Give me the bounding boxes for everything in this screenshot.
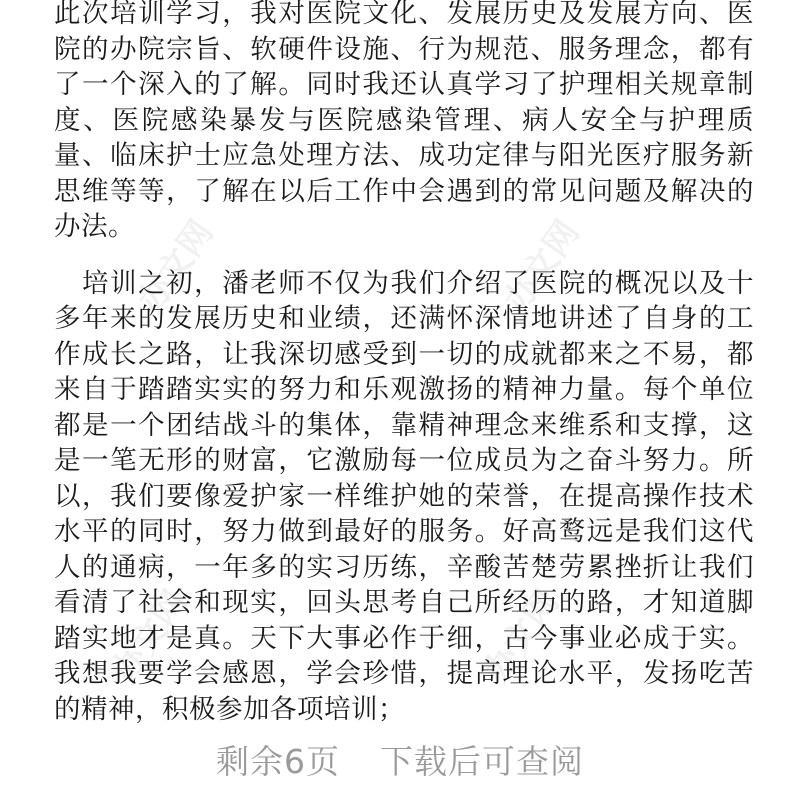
paragraph: 培训之初，潘老师不仅为我们介绍了医院的概况以及十多年来的发展历史和业绩，还满怀深情地讲述了自身的工作成长之路，让我深切感受到一切的成就都来之不易，都来自于踏踏实实的努力和乐观激扬的精神力量。每个单位都是一个团结战斗的集体，靠精神理念来维系和支撑，这是一笔无形的财富，它激励每一位成员为之奋斗努力。所以，我们要像爱护家一样维护她的荣誉，在提高操作技术水平的同时，努力做到最好的服务。好高鹜远是我们这代人的通病，一年多的实习历练，辛酸苦楚劳累挫折让我们看清了社会和现实，回头思考自己所经历的路，才知道脚踏实地才是真。天下大事必作于细，古今事业必成于实。我想我要学会感恩，学会珍惜，提高理论水平，发扬吃苦的精神，积极参加各项培训； [54, 267, 754, 725]
watermark: 办文网 [104, 583, 196, 690]
download-prompt[interactable] [0, 736, 800, 783]
watermark: 办文网 [496, 213, 588, 320]
paragraph: 此次培训学习，我对医院文化、发展历史及发展方向、医院的办院宗旨、软硬件设施、行为规范、服务理念，都有了一个深入的了解。同时我还认真学习了护理相关规章制度、医院感染暴发与医院感染管理、病人安全与护理质量、临床护士应急处理方法、成功定律与阳光医疗服务新思维等等，了解在以后工作中会遇到的常见问题及解决的办法。 [54, 0, 754, 242]
watermark: 办文网 [130, 213, 222, 320]
download-to-view-label: 下载后可查阅 [380, 742, 584, 781]
watermark: 办文网 [476, 583, 568, 690]
remaining-pages-label: 剩余6页 [216, 742, 340, 781]
document-body [54, 0, 754, 727]
